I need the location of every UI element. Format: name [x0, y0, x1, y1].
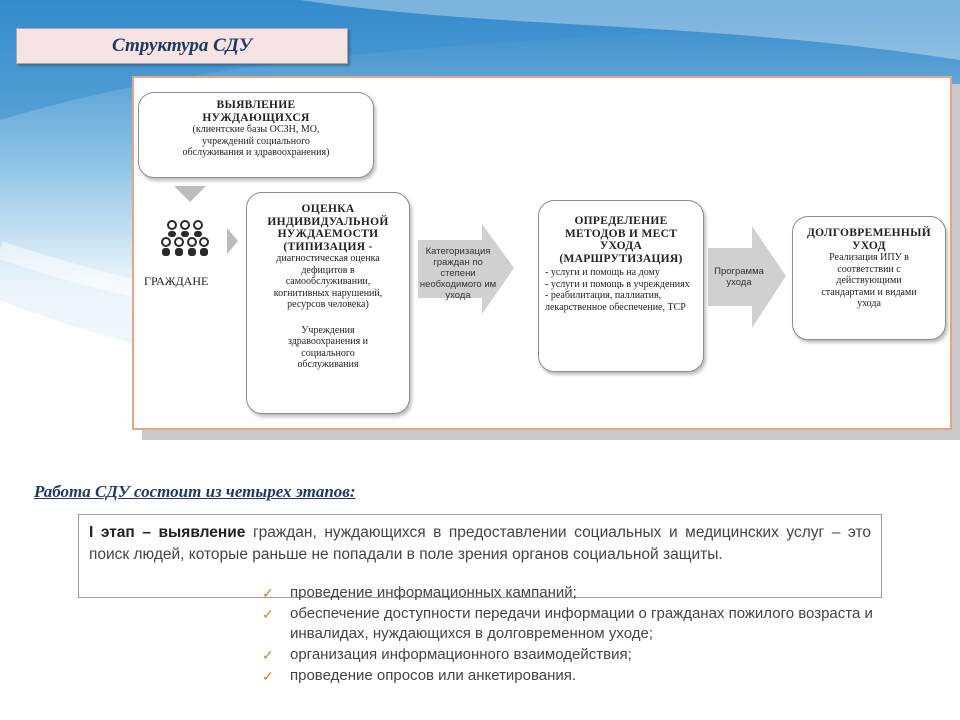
checklist-item-3: организация информационного взаимодействия; — [290, 646, 632, 663]
list-item — [262, 666, 882, 686]
assessment-text-1: диагностическая оценка — [276, 253, 380, 264]
arrow1-label — [418, 246, 498, 301]
assessment-text-5: ресурсов человека) — [287, 299, 369, 310]
longterm-text-1: Реализация ИПУ в — [829, 252, 909, 263]
identification-title-1: ВЫЯВЛЕНИЕ — [216, 99, 296, 111]
citizens-label: ГРАЖДАНЕ — [144, 274, 209, 288]
checklist-item-1: проведение информационных кампаний; — [290, 584, 577, 601]
assessment-title-2: ИНДИВИДУАЛЬНОЙ — [267, 215, 389, 228]
slide-title-box — [16, 28, 348, 64]
small-right-arrow-icon — [227, 228, 238, 254]
stages-subtitle: Работа СДУ состоит из четырех этапов: — [34, 482, 356, 501]
longterm-text-2: соответствии с — [837, 263, 901, 275]
checklist — [262, 583, 882, 687]
arrow1-line-1: Категоризация — [425, 246, 491, 257]
assessment-footer-1: Учреждения — [301, 324, 355, 336]
methods-title-3: УХОДА — [599, 240, 643, 252]
assessment-text-2: дефицитов в — [301, 264, 355, 276]
identification-text-1: (клиентские базы ОСЗН, МО, — [192, 124, 320, 135]
assessment-title-3: НУЖДАЕМОСТИ — [277, 228, 379, 240]
identification-text-2: учреждений социального — [202, 135, 310, 147]
methods-item-3: - реабилитация, паллиатив, лекарственное обеспечение, ТСР — [545, 290, 686, 313]
assessment-footer-3: социального — [301, 347, 355, 359]
assessment-title-4: (ТИПИЗАЦИЯ - — [283, 240, 373, 253]
stage-lead: I этап – выявление — [89, 524, 246, 541]
assessment-title-1: ОЦЕНКА — [301, 203, 355, 215]
arrow1-line-3: необходимого им — [419, 279, 497, 290]
methods-box — [538, 200, 704, 372]
down-arrow-icon — [174, 186, 206, 202]
arrow2-label — [708, 266, 770, 288]
longterm-text-4: стандартами и видами — [821, 286, 917, 298]
assessment-box — [246, 192, 410, 414]
longterm-text-5: ухода — [857, 298, 881, 309]
arrow2-line-1: Программа — [714, 266, 764, 277]
structure-diagram — [132, 76, 952, 430]
identification-box — [138, 92, 374, 178]
assessment-footer-2: здравоохранения и — [287, 336, 369, 347]
list-item — [262, 604, 882, 644]
list-item — [262, 645, 882, 665]
assessment-footer-4: обслуживания — [297, 359, 359, 370]
checklist-item-2: обеспечение доступности передачи информации о гражданах пожилого возраста и инвалидах, нуждающихся в долговременном уходе; — [290, 605, 873, 642]
methods-title-2: МЕТОДОВ И МЕСТ — [564, 227, 678, 240]
assessment-text-4: когнитивных нарушений, — [273, 287, 383, 299]
people-icon — [160, 218, 210, 260]
slide-title: Структура СДУ — [112, 35, 252, 56]
longterm-title-1: ДОЛГОВРЕМЕННЫЙ — [806, 227, 932, 239]
methods-item-1: - услуги и помощь на дому — [545, 267, 660, 278]
methods-item-2: - услуги и помощь в учреждениях — [545, 278, 690, 290]
arrow1-line-4: ухода — [445, 290, 471, 301]
longterm-title-2: УХОД — [852, 239, 886, 252]
assessment-text-3: самообслуживании, — [285, 276, 371, 287]
longterm-text-3: действующими — [836, 275, 902, 286]
identification-text-3: обслуживания и здравоохранения) — [182, 147, 330, 158]
list-item — [262, 583, 882, 603]
methods-title-4: (МАРШРУТИЗАЦИЯ) — [559, 252, 683, 265]
check-icon: ✓ — [262, 585, 274, 601]
arrow2-line-2: ухода — [726, 277, 752, 288]
check-icon: ✓ — [262, 606, 274, 622]
identification-title-2: НУЖДАЮЩИХСЯ — [202, 111, 310, 124]
checklist-item-4: проведение опросов или анкетирования. — [290, 667, 577, 684]
arrow1-line-2: граждан по степени — [433, 257, 483, 279]
check-icon: ✓ — [262, 668, 274, 684]
longterm-box — [792, 216, 946, 340]
methods-title-1: ОПРЕДЕЛЕНИЕ — [574, 215, 668, 227]
stage-text: граждан, нуждающихся в предоставлении социальных и медицинских услуг – это поиск людей, которые раньше не попадали в поле зрения органов социальной защиты. — [89, 524, 871, 563]
check-icon: ✓ — [262, 647, 274, 663]
